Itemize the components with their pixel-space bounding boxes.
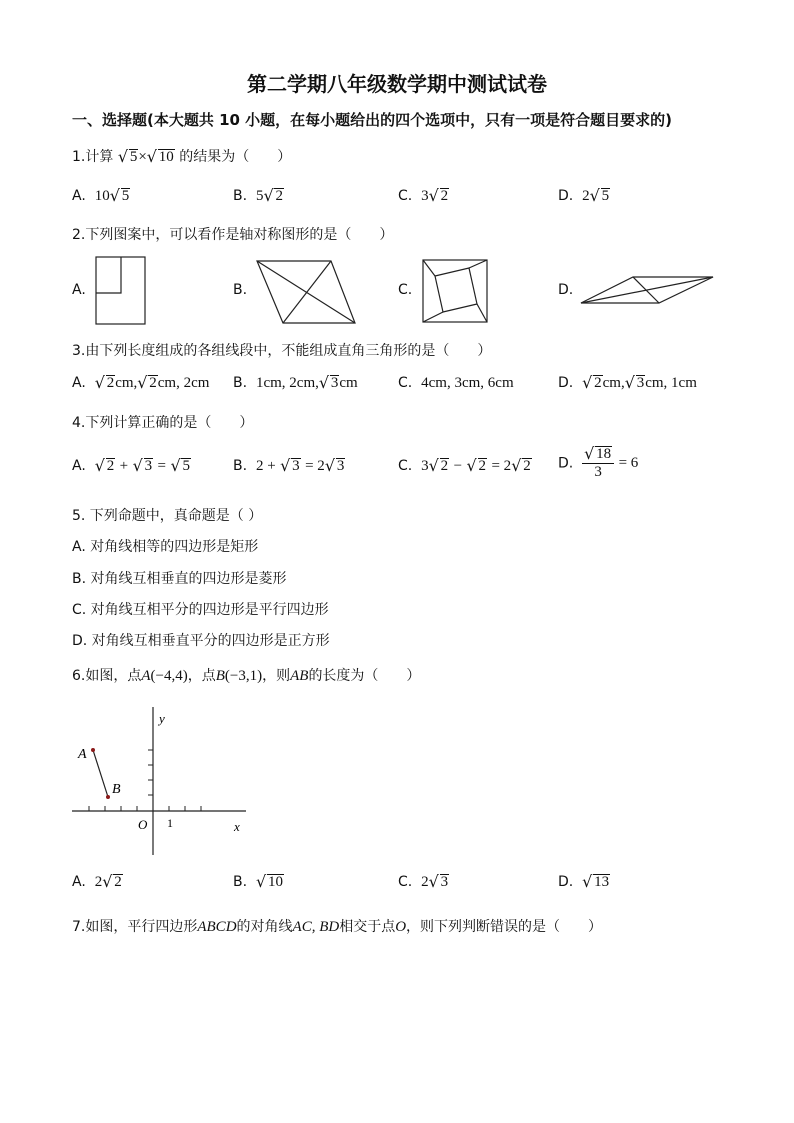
- q1-option-a[interactable]: A. 10√ 5: [72, 188, 130, 205]
- q3-option-b[interactable]: B. 1cm, 2cm,√ 3cm: [233, 375, 358, 392]
- q3-option-d[interactable]: D. √ 2cm,√ 3cm, 1cm: [558, 375, 697, 392]
- q3-option-c[interactable]: C. 4cm, 3cm, 6cm: [398, 375, 514, 391]
- point-b: [106, 795, 110, 799]
- q6-option-b[interactable]: B. √ 10: [233, 874, 284, 891]
- q5-option-c[interactable]: C. 对角线互相平分的四边形是平行四边形: [72, 602, 329, 618]
- q4-option-c[interactable]: C. 3√ 2 − √ 2 = 2√ 2: [398, 458, 532, 475]
- question-7: 7.如图，平行四边形ABCD的对角线AC, BD相交于点O，则下列判断错误的是（ ）: [72, 919, 603, 935]
- label-y: y: [159, 711, 165, 726]
- label-a: A: [78, 747, 87, 762]
- q6-option-c[interactable]: C. 2√ 3: [398, 874, 449, 891]
- y-ticks: [148, 750, 153, 795]
- section-heading: 一、选择题(本大题共 10 小题，在每小题给出的四个选项中，只有一项是符合题目要求的): [72, 111, 673, 129]
- q4-option-a[interactable]: A. √ 2 + √ 3 = √ 5: [72, 458, 191, 475]
- point-a: [91, 748, 95, 752]
- figure-c-pinwheel-square: [421, 258, 489, 324]
- coordinate-graph: [70, 705, 250, 857]
- page-title: 第二学期八年级数学期中测试试卷: [247, 72, 547, 96]
- radical: √ 5: [118, 149, 139, 166]
- q5-option-a[interactable]: A. 对角线相等的四边形是矩形: [72, 539, 259, 555]
- figure-a-rectangles: [95, 256, 147, 326]
- figure-b-parallelogram: [255, 257, 357, 325]
- question-3: 3.由下列长度组成的各组线段中，不能组成直角三角形的是（ ）: [72, 343, 492, 359]
- label-x: x: [234, 819, 240, 834]
- q2-option-c-label[interactable]: C.: [398, 282, 413, 298]
- question-1: 1.计算 √ 5×√ 10 的结果为（ ）: [72, 146, 291, 166]
- segment-ab: [93, 750, 108, 797]
- question-2: 2.下列图案中，可以看作是轴对称图形的是（ ）: [72, 227, 394, 243]
- q2-option-d-label[interactable]: D.: [558, 282, 574, 298]
- q4-option-b[interactable]: B. 2 + √ 3 = 2√ 3: [233, 458, 345, 475]
- question-4: 4.下列计算正确的是（ ）: [72, 415, 254, 431]
- radical: √ 10: [147, 149, 175, 166]
- q2-option-a-label[interactable]: A.: [72, 282, 86, 298]
- label-origin: O: [138, 817, 148, 832]
- label-one: 1: [167, 816, 173, 830]
- q5-option-d[interactable]: D. 对角线互相垂直平分的四边形是正方形: [72, 633, 330, 649]
- q4-option-d[interactable]: D. √ $\frac{18}{3}$ = 6: [558, 446, 638, 481]
- x-ticks: [89, 806, 201, 811]
- q1-option-d[interactable]: D. 2√ 5: [558, 188, 610, 205]
- figure-d-flat-parallelogram: [579, 274, 715, 306]
- q3-option-a[interactable]: A. √ 2cm,√ 2cm, 2cm: [72, 375, 209, 392]
- q1-option-c[interactable]: C. 3√ 2: [398, 188, 449, 205]
- q6-option-a[interactable]: A. 2√ 2: [72, 874, 123, 891]
- question-5: 5. 下列命题中，真命题是（ ）: [72, 508, 263, 524]
- question-6: 6.如图，点A(−4,4)，点B(−3,1)，则AB的长度为（ ）: [72, 668, 421, 684]
- q5-option-b[interactable]: B. 对角线互相垂直的四边形是菱形: [72, 571, 287, 587]
- q2-option-b-label[interactable]: B.: [233, 282, 248, 298]
- q6-option-d[interactable]: D. √ 13: [558, 874, 610, 891]
- q1-option-b[interactable]: B. 5√ 2: [233, 188, 284, 205]
- label-b: B: [112, 782, 121, 797]
